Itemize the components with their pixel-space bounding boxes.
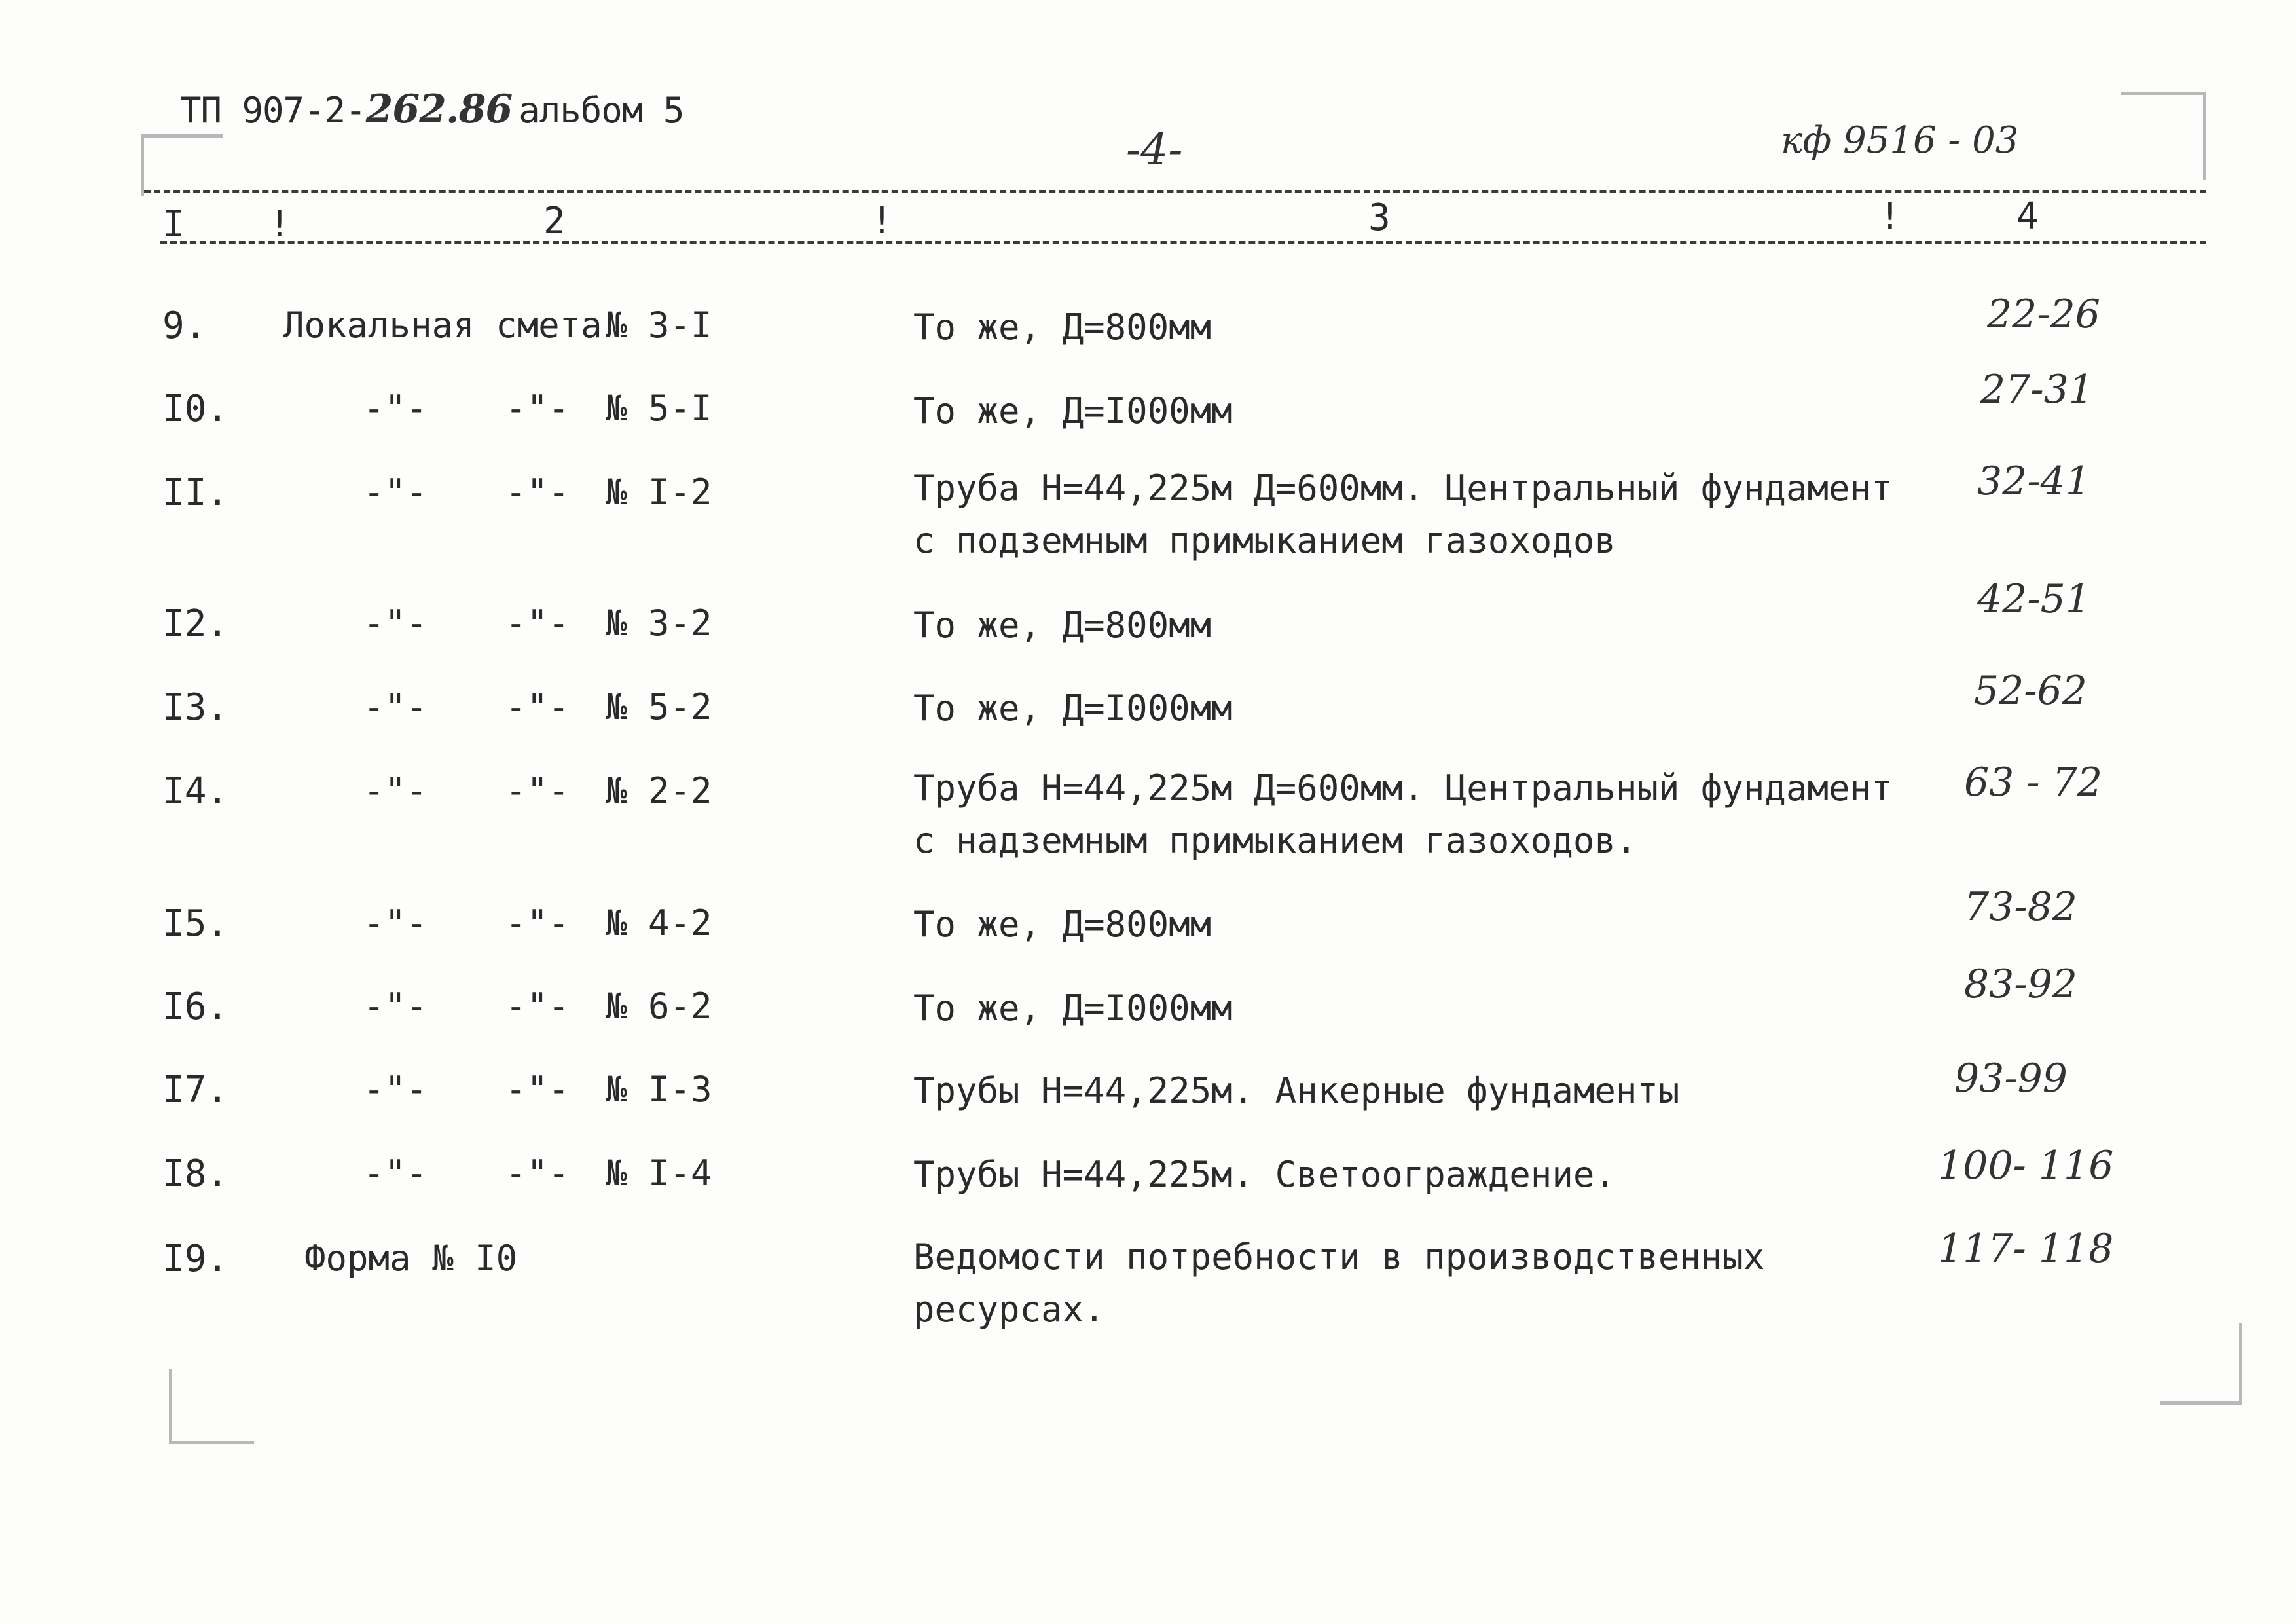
row-desc (913, 385, 1233, 437)
row-desc-line: То же, Д=I000мм (913, 390, 1233, 432)
row-pages: 100- 116 (1938, 1143, 2114, 1189)
row-number: I3. (162, 686, 229, 729)
frame-corner-bottom-right (2160, 1323, 2242, 1405)
row-desc-line: Труба Н=44,225м Д=600мм. Центральный фундамент (913, 468, 1893, 509)
row-pages: 63 - 72 (1964, 760, 2103, 805)
row-number: I7. (162, 1069, 229, 1111)
row-ditto-2: -"- (505, 686, 570, 728)
row-pages: 27-31 (1980, 367, 2094, 413)
row-number: 9. (162, 304, 207, 347)
row-ditto-2: -"- (505, 388, 570, 429)
row-doc: № 5-I (606, 388, 712, 429)
row-desc-line: ресурсах. (913, 1289, 1105, 1330)
row-ditto-1: -"- (363, 388, 428, 429)
column-number-2: 2 (543, 200, 566, 242)
row-doc: № I-4 (606, 1153, 712, 1194)
project-prefix: ТП 907-2- (180, 90, 366, 131)
row-desc-line: То же, Д=I000мм (913, 688, 1233, 729)
frame-corner-top-left (141, 134, 223, 196)
row-doc: № 3-I (606, 304, 712, 346)
row-desc (913, 982, 1233, 1035)
page-number: -4- (1126, 124, 1183, 175)
row-ditto-1: -"- (363, 602, 428, 644)
row-desc-line: Трубы Н=44,225м. Светоограждение. (913, 1154, 1616, 1195)
column-number-4: 4 (2016, 195, 2039, 238)
row-number: II. (162, 471, 229, 514)
row-desc (913, 1065, 1679, 1117)
row-ditto-2: -"- (505, 1069, 570, 1110)
row-doc: № 4-2 (606, 902, 712, 944)
row-doc: № I-2 (606, 471, 712, 513)
row-number: I5. (162, 902, 229, 945)
row-ditto-1: -"- (363, 902, 428, 944)
row-ditto-2: -"- (505, 1153, 570, 1194)
archive-code: кф 9516 - 03 (1781, 119, 2019, 162)
column-separator-1: ! (268, 203, 291, 246)
row-doc: № I-3 (606, 1069, 712, 1110)
row-desc (913, 682, 1233, 735)
row-number: I6. (162, 986, 229, 1028)
row-doc: № 2-2 (606, 770, 712, 811)
column-number-3: 3 (1368, 196, 1391, 239)
row-pages: 83-92 (1964, 961, 2077, 1007)
row-number: I8. (162, 1153, 229, 1195)
row-desc (913, 762, 1893, 867)
row-ditto-1: -"- (363, 1069, 428, 1110)
row-desc-line: с подземным примыканием газоходов (913, 520, 1616, 561)
project-number-handwritten: 262.86 (365, 86, 513, 132)
row-ditto-2: -"- (505, 902, 570, 944)
row-ditto-2: -"- (505, 471, 570, 513)
header-rule-bottom (160, 241, 2206, 244)
frame-corner-bottom-left (169, 1369, 254, 1444)
row-ditto-1: -"- (363, 471, 428, 513)
row-desc (913, 301, 1211, 354)
row-name: Локальная смета (283, 304, 602, 346)
row-desc (913, 599, 1211, 652)
album-label: альбом 5 (519, 90, 684, 131)
row-desc-line: То же, Д=800мм (913, 904, 1212, 945)
row-number: I9. (162, 1238, 229, 1280)
row-desc (913, 898, 1211, 951)
row-ditto-1: -"- (363, 770, 428, 811)
row-desc-line: То же, Д=800мм (913, 306, 1212, 348)
row-number: I2. (162, 602, 229, 645)
frame-corner-top-right (2121, 92, 2206, 180)
row-pages: 22-26 (1987, 291, 2100, 337)
row-ditto-2: -"- (505, 986, 570, 1027)
project-code (180, 86, 683, 132)
row-ditto-1: -"- (363, 1153, 428, 1194)
header-rule-top (144, 190, 2206, 193)
column-separator-2: ! (871, 200, 893, 242)
row-ditto-2: -"- (505, 770, 570, 811)
row-desc-line: То же, Д=800мм (913, 604, 1212, 646)
row-doc: № 3-2 (606, 602, 712, 644)
row-desc-line: То же, Д=I000мм (913, 987, 1233, 1029)
row-desc (913, 1231, 1764, 1336)
row-desc (913, 462, 1893, 567)
column-number-1: I (162, 203, 185, 246)
row-desc-line: Трубы Н=44,225м. Анкерные фундаменты (913, 1070, 1680, 1111)
row-name: Форма № I0 (304, 1238, 518, 1279)
row-desc-line: Ведомости потребности в производственных (913, 1236, 1765, 1278)
row-desc-line: с надземным примыканием газоходов. (913, 820, 1637, 861)
row-number: I4. (162, 770, 229, 813)
row-desc (913, 1149, 1616, 1201)
row-pages: 42-51 (1977, 576, 2090, 622)
row-doc: № 6-2 (606, 986, 712, 1027)
row-pages: 52-62 (1974, 668, 2087, 714)
row-ditto-2: -"- (505, 602, 570, 644)
row-ditto-1: -"- (363, 986, 428, 1027)
row-pages: 117- 118 (1938, 1226, 2114, 1272)
row-ditto-1: -"- (363, 686, 428, 728)
row-number: I0. (162, 388, 229, 430)
row-pages: 32-41 (1977, 458, 2090, 504)
row-desc-line: Труба Н=44,225м Д=600мм. Центральный фундамент (913, 767, 1893, 809)
row-doc: № 5-2 (606, 686, 712, 728)
row-pages: 73-82 (1964, 884, 2077, 930)
column-separator-3: ! (1879, 195, 1901, 238)
row-pages: 93-99 (1954, 1056, 2068, 1101)
